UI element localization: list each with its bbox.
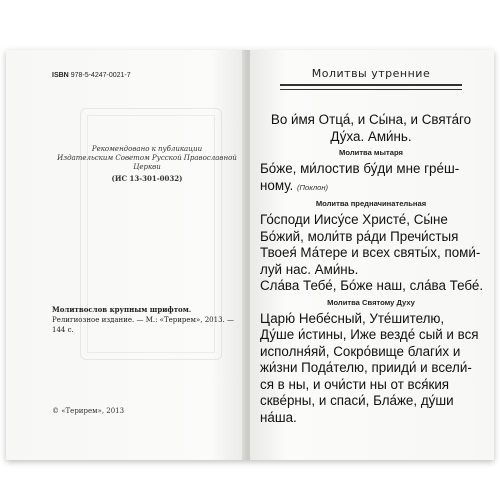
prayer-line: Ду́ше и́стины, Иже везде́ сый и вся [260,327,479,342]
prayer-line: Бо́же, ми́лостив бу́ди мне гре́ш- [260,161,460,176]
bibliographic-entry [52,305,240,335]
approval-line-2: Издательским Советом Русской Православной Церкви [57,154,237,171]
open-book [6,50,494,460]
isbn-line [52,72,131,79]
section-heading: Молитва Святому Духу [327,297,415,307]
approval-number: (ИС 13-301-0032) [111,174,183,183]
header-rule [280,84,462,90]
prayer-paragraph [260,161,482,196]
prayer-line: Царю́ Небе́сный, Уте́шителю, [260,310,445,326]
section-heading: Молитва мытаря [339,148,403,157]
page-header-title: Молитвы утренние [311,67,431,80]
biblio-title: Молитвослов крупным шрифтом. [52,305,192,314]
prayer-line: Го́споди Иису́се Христе́, Сы́не [260,212,448,227]
prayer-line: Бо́жий, моли́тв ра́ди Пречи́стыя [260,228,459,244]
prayer-line: Твоея́ Ма́тере и всех святы́х, поми́- [260,245,481,260]
prayer-line: луй нас. Ами́нь. [260,261,359,277]
copyright-line: © «Терирем», 2013 [52,407,125,415]
prayer-line: скве́рны, и спаси́, Бла́же, ду́ши [260,393,454,408]
prayer-line: исполня́яй, Сокро́вище благи́х и [260,343,461,359]
prayer-line: ся в ны, и очи́сти ны от вся́кия [260,376,450,392]
prayer-line: на́ша. [260,409,297,425]
approval-line-1: Рекомендовано к публикации [91,145,203,153]
prayer-paragraph [260,311,482,427]
prayer-paragraph [260,212,482,295]
isbn-label: ISBN [52,72,69,79]
opening-line: Ду́ха. Ами́нь. [330,128,412,144]
isbn-number: 978-5-4247-0021-7 [70,72,131,79]
right-page [250,50,494,460]
opening-invocation [260,112,482,145]
approval-block [52,145,242,183]
biblio-details: Религиозное издание. — М.: «Терирем», 2013. — 144 с. [52,316,234,334]
left-page [6,50,246,460]
prayer-line: жи́зни Пода́телю, прииди́ и всели́- [260,360,472,375]
prayer-line: ному. (Поклон) [260,177,329,193]
prayer-line: Сла́ва Тебе́, Бо́же наш, сла́ва Тебе́. [260,278,484,293]
rubric-note: (Поклон) [297,182,329,192]
prayer-text [260,112,482,426]
opening-line: Во и́мя Отца́, и Сы́на, и Свята́го [270,112,472,127]
section-heading: Молитва предначинательная [315,199,427,208]
